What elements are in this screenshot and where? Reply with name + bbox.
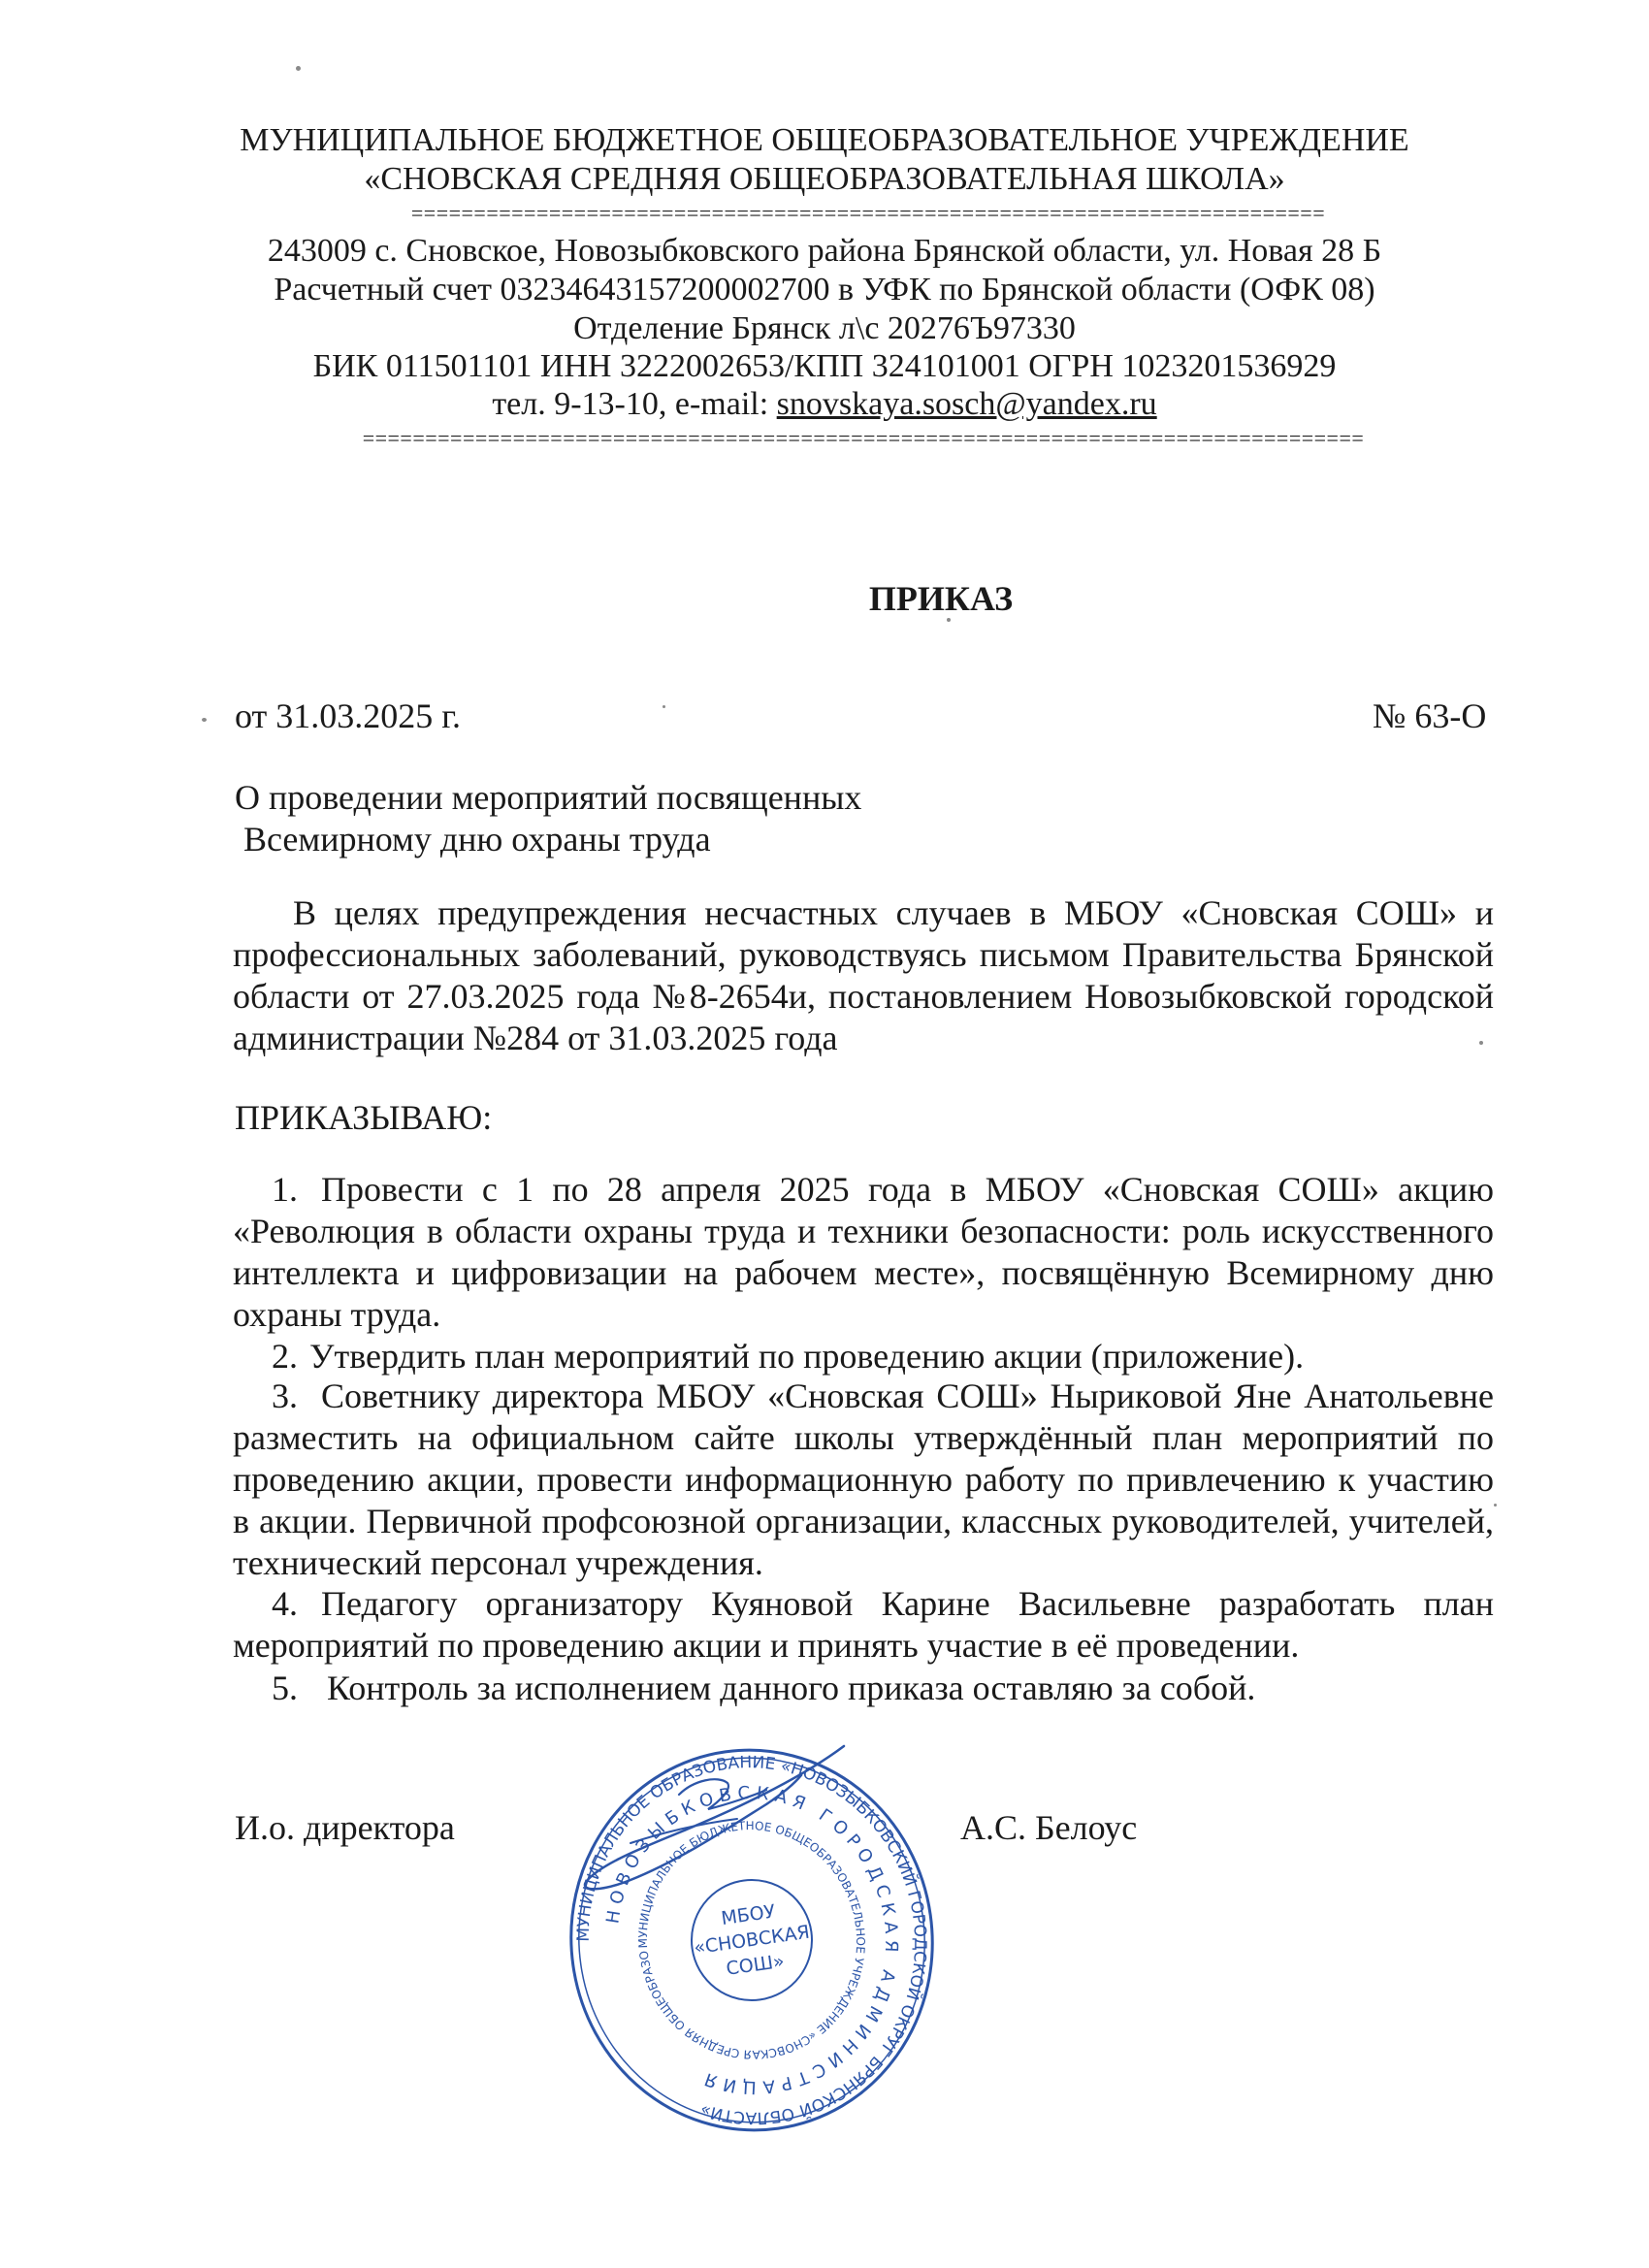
preamble-line: профессиональных заболеваний, руководствуясь письмом Правительства Брянской (233, 935, 1494, 974)
org-bank-account: Расчетный счет 03234643157200002700 в УФК по Брянской области (ОФК 08) (274, 272, 1375, 308)
org-name-line2: «СНОВСКАЯ СРЕДНЯЯ ОБЩЕОБРАЗОВАТЕЛЬНАЯ ШКОЛА» (364, 161, 1285, 197)
order-item-3 (233, 1376, 1494, 1584)
scan-speck (947, 618, 951, 622)
order-item-number: 1. (272, 1170, 298, 1209)
order-item-line: технический персонал учреждения. (233, 1543, 763, 1582)
order-item-line: интеллекта и цифровизации на рабочем месте», посвящённую Всемирному дню (233, 1253, 1494, 1292)
order-item-line: охраны труда. (233, 1295, 441, 1334)
scan-speck (663, 705, 665, 708)
document-title: ПРИКАЗ (868, 579, 1014, 618)
order-item-5 (272, 1667, 1255, 1709)
order-item-line (233, 1169, 1494, 1211)
scan-speck (1494, 1504, 1497, 1507)
preamble-paragraph (233, 892, 1494, 1059)
order-item-text: Педагогу организатору Куяновой Карине Васильевне разработать план (321, 1584, 1494, 1623)
preamble-line: администрации №284 от 31.03.2025 года (233, 1019, 838, 1057)
org-name-line1: МУНИЦИПАЛЬНОЕ БЮДЖЕТНОЕ ОБЩЕОБРАЗОВАТЕЛЬНОЕ УЧРЕЖДЕНИЕ (240, 122, 1409, 158)
official-stamp (563, 1736, 941, 2144)
order-item-text: Советнику директора МБОУ «Сновская СОШ» Нырикoвой Яне Анатольевне (321, 1377, 1494, 1415)
preamble-line: В целях предупреждения несчастных случаев в МБОУ «Сновская СОШ» и (293, 893, 1494, 932)
order-item-line: в акции. Первичной профсоюзной организации, классных руководителей, учителей, (233, 1502, 1494, 1540)
org-address: 243009 с. Сновское, Новозыбковского района Брянской области, ул. Новая 28 Б (267, 233, 1382, 269)
order-directive-word: ПРИКАЗЫВАЮ: (235, 1098, 493, 1137)
order-item-number: 2. (272, 1337, 298, 1376)
header-separator-top: ========================================================================= (410, 202, 1326, 225)
preamble-line: области от 27.03.2025 года №8-2654и, постановлением Новозыбковской городской (233, 977, 1494, 1016)
order-item-number: 4. (272, 1584, 298, 1623)
stamp-center-line2: «СНОВСКАЯ (692, 1921, 812, 1960)
stamp-center-line3: СОШ» (725, 1950, 786, 1980)
order-item-line: разместить на официальном сайте школы утверждённый план мероприятий по (233, 1418, 1494, 1457)
stamp-inner-text-path: МУНИЦИПАЛЬНОЕ БЮДЖЕТНОЕ ОБЩЕОБРАЗОВАТЕЛЬНОЕ УЧРЕЖДЕНИЕ «СНОВСКАЯ СРЕДНЯЯ ОБЩЕОБРАЗОВАТЕЛЬНАЯ (635, 1819, 868, 2061)
order-item-line: «Революция в области охраны труда и техники безопасности: роль искусственного (233, 1212, 1494, 1250)
org-contacts (194, 385, 1455, 424)
order-item-line: проведению акции, провести информационную работу по привлечению к участию (233, 1460, 1494, 1499)
stamp-middle-text-path: НОВОЗЫБКОВСКАЯ ГОРОДСКАЯ АДМИНИСТРАЦИЯ (602, 1782, 902, 2098)
order-item-2 (272, 1335, 1304, 1377)
order-item-text: Утвердить план мероприятий по проведению акции (приложение). (309, 1337, 1305, 1376)
signatory-position: И.о. директора (235, 1808, 455, 1847)
scan-speck (296, 66, 301, 71)
org-email-link[interactable]: snovskaya.sosch@yandex.ru (776, 386, 1157, 422)
order-item-number: 3. (272, 1377, 298, 1415)
order-item-line: мероприятий по проведению акции и принять участие в её проведении. (233, 1626, 1300, 1665)
org-bank-branch: Отделение Брянск л\с 20276Ъ97330 (573, 310, 1076, 346)
order-item-text: Провести с 1 по 28 апреля 2025 года в МБОУ «Сновская СОШ» акцию (321, 1170, 1494, 1209)
order-item-number: 5. (272, 1669, 298, 1707)
order-item-line (233, 1583, 1494, 1625)
order-item-line (233, 1376, 1494, 1417)
order-item-4 (233, 1583, 1494, 1667)
order-subject-line1: О проведении мероприятий посвященных (235, 778, 862, 817)
scan-speck (202, 718, 207, 722)
signatory-name: А.С. Белоус (960, 1808, 1138, 1847)
order-number: № 63-О (1373, 697, 1487, 735)
order-subject-line2: Всемирному дню охраны труда (235, 820, 711, 859)
header-separator-bottom: ================================================================================ (362, 427, 1365, 450)
stamp-outer-text-path: МУНИЦИПАЛЬНОЕ ОБРАЗОВАНИЕ «НОВОЗЫБКОВСКИЙ ГОРОДСКОЙ ОКРУГ БРЯНСКОЙ ОБЛАСТИ» (573, 1753, 930, 2127)
order-item-text: Контроль за исполнением данного приказа оставляю за собой. (327, 1669, 1256, 1707)
org-phone-label: тел. 9-13-10, e-mail: (492, 386, 777, 422)
order-date: от 31.03.2025 г. (235, 697, 461, 735)
stamp-center-line1: МБОУ (720, 1900, 777, 1930)
order-item-1 (233, 1169, 1494, 1336)
org-bank-ids: БИК 011501101 ИНН 3222002653/КПП 324101001 ОГРН 1023201536929 (312, 348, 1337, 384)
